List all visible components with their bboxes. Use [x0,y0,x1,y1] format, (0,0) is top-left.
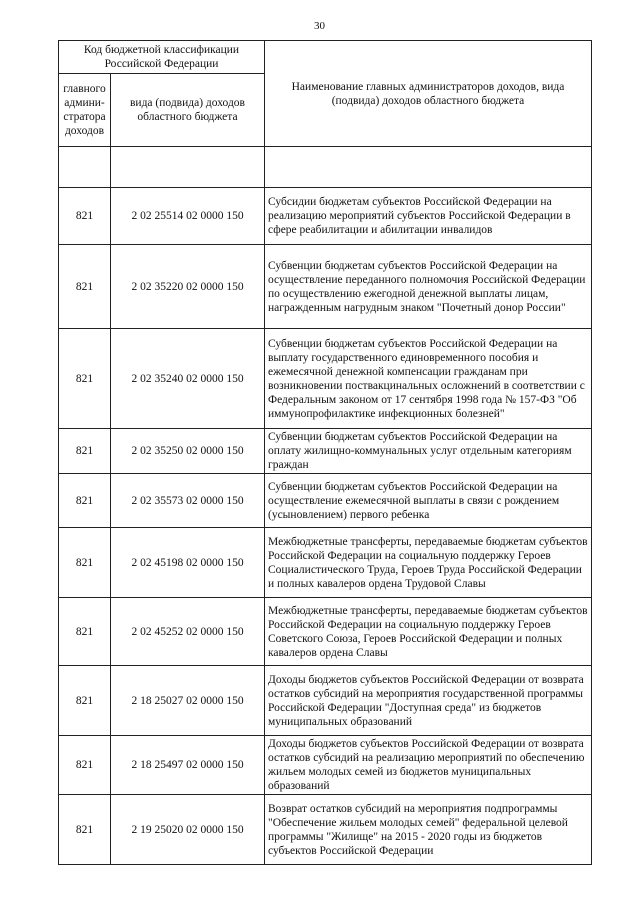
table-row [59,474,592,528]
income-code: 2 18 25497 02 0000 150 [111,736,265,795]
admin-code: 821 [59,528,111,598]
income-code: 2 02 25514 02 0000 150 [111,188,265,245]
admin-code: 821 [59,795,111,865]
table-row [59,736,592,795]
spacer-cell [111,147,265,188]
admin-code: 821 [59,666,111,736]
income-code: 2 02 35240 02 0000 150 [111,329,265,429]
admin-code: 821 [59,329,111,429]
income-description: Межбюджетные трансферты, передаваемые бюджетам субъектов Российской Федерации на социальную поддержку Героев Социалистического Труда, Героев Труда Российской Федерации и полных кавалеров ордена Трудовой Славы [265,528,592,598]
income-code: 2 02 35250 02 0000 150 [111,429,265,474]
income-description: Субвенции бюджетам субъектов Российской Федерации на осуществление ежемесячной выплаты в связи с рождением (усыновлением) первого ребенка [265,474,592,528]
spacer-cell [265,147,592,188]
table-row [59,245,592,329]
page-number: 30 [314,20,325,32]
header-spacer-row [59,147,592,188]
budget-classification-table [58,40,592,865]
table-row [59,795,592,865]
table-row [59,429,592,474]
admin-code: 821 [59,188,111,245]
income-code: 2 02 45252 02 0000 150 [111,598,265,666]
table-row [59,666,592,736]
income-code: 2 19 25020 02 0000 150 [111,795,265,865]
income-code: 2 02 35220 02 0000 150 [111,245,265,329]
admin-code: 821 [59,598,111,666]
income-description: Межбюджетные трансферты, передаваемые бюджетам субъектов Российской Федерации на социальную поддержку Героев Советского Союза, Героев Российской Федерации и полных кавалеров ордена Славы [265,598,592,666]
income-code: 2 02 45198 02 0000 150 [111,528,265,598]
table-row [59,598,592,666]
admin-code: 821 [59,474,111,528]
income-code: 2 02 35573 02 0000 150 [111,474,265,528]
header-row-group [59,41,592,74]
admin-code: 821 [59,245,111,329]
spacer-cell [59,147,111,188]
admin-code: 821 [59,736,111,795]
header-administrator-name: Наименование главных администраторов доходов, вида (подвида) доходов областного бюджета [265,41,592,147]
header-classification-code: Код бюджетной классификации Российской Федерации [59,41,265,74]
header-income-type: вида (подвида) доходов областного бюджета [111,74,265,147]
table-row [59,329,592,429]
income-description: Доходы бюджетов субъектов Российской Федерации от возврата остатков субсидий на мероприятия государственной программы Российской Федерации "Доступная среда" из бюджетов муниципальных образований [265,666,592,736]
income-description: Доходы бюджетов субъектов Российской Федерации от возврата остатков субсидий на реализацию мероприятий по обеспечению жильем молодых семей из бюджетов муниципальных образований [265,736,592,795]
income-description: Субвенции бюджетам субъектов Российской Федерации на оплату жилищно-коммунальных услуг отдельным категориям граждан [265,429,592,474]
income-code: 2 18 25027 02 0000 150 [111,666,265,736]
admin-code: 821 [59,429,111,474]
table-row [59,188,592,245]
income-description: Субвенции бюджетам субъектов Российской Федерации на осуществление переданного полномочия Российской Федерации по осуществлению ежегодной денежной выплаты лицам, награжденным нагрудным знаком "Почетный донор России" [265,245,592,329]
income-description: Возврат остатков субсидий на мероприятия подпрограммы "Обеспечение жильем молодых семей" федеральной целевой программы "Жилище" на 2015 - 2020 годы из бюджетов субъектов Российской Федерации [265,795,592,865]
income-description: Субсидии бюджетам субъектов Российской Федерации на реализацию мероприятий субъектов Российской Федерации в сфере реабилитации и абилитации инвалидов [265,188,592,245]
income-description: Субвенции бюджетам субъектов Российской Федерации на выплату государственного единовременного пособия и ежемесячной денежной компенсации гражданам при возникновении поствакцинальных осложнений в соответствии с Федеральным законом от 17 сентября 1998 года № 157-ФЗ "Об иммунопрофилактике инфекционных болезней" [265,329,592,429]
header-main-administrator: главного админи-стратора доходов [59,74,111,147]
table-row [59,528,592,598]
